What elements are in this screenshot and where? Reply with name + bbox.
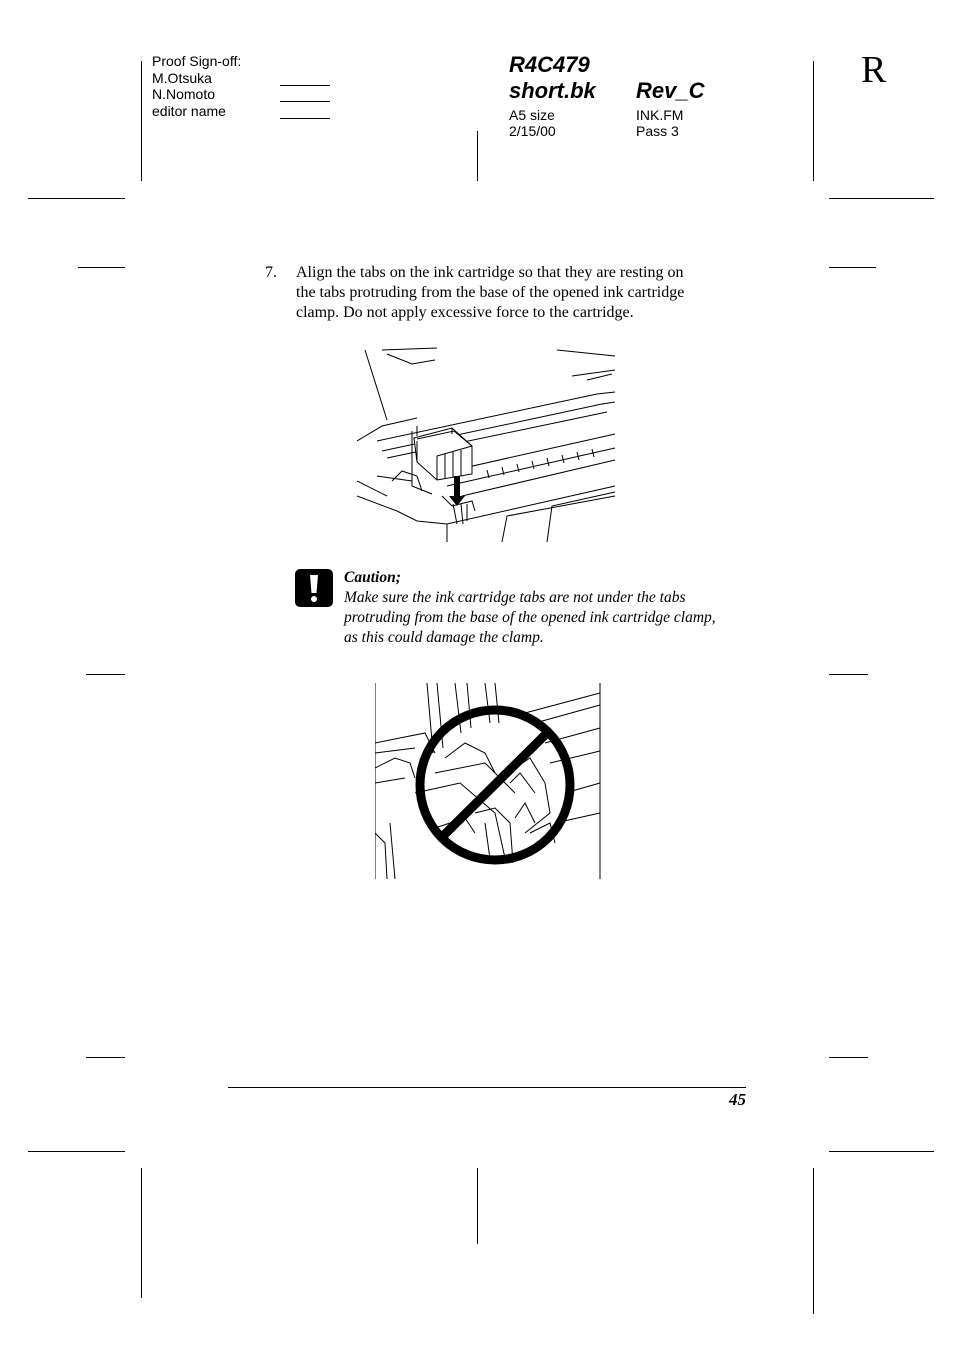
crop-mark-right-h-5 [829,1151,934,1152]
signoff-name-3: editor name [152,102,226,119]
paper-size: A5 size [509,107,555,123]
down-arrow-icon [449,476,465,506]
caution-title: Caution; [344,569,401,586]
step-line-2: the tabs protruding from the base of the opened ink cartridge [296,284,685,301]
signoff-block [152,53,241,119]
meta-left [509,107,556,139]
signoff-name-1: M.Otsuka [152,69,212,86]
crop-mark-right-v-bottom [813,1168,814,1314]
doc-code-line1: R4C479 [509,52,590,77]
crop-mark-right-h-1 [829,198,934,199]
crop-mark-center-v-bottom [477,1168,478,1244]
crop-mark-left-h-5 [28,1151,125,1152]
crop-mark-left-h-1 [28,198,125,199]
crop-mark-right-h-4 [829,1057,868,1058]
step-text [296,263,756,323]
page-number: 45 [729,1090,746,1109]
step-line-1: Align the tabs on the ink cartridge so that they are resting on [296,264,684,281]
signoff-name-2: N.Nomoto [152,86,216,102]
doc-code-line2: short.bk [509,78,596,103]
crop-mark-right-v-top [813,61,814,181]
footer-rule [228,1087,746,1088]
signoff-label: Proof Sign-off: [152,53,242,69]
file-name: INK.FM [636,107,684,123]
crop-mark-left-h-3 [86,674,125,675]
crop-mark-right-h-2 [829,267,876,268]
crop-mark-center-v-top [477,131,478,181]
doc-code [509,52,596,104]
step-line-3: clamp. Do not apply excessive force to the cartridge. [296,304,634,321]
crop-mark-left-h-2 [78,267,125,268]
crop-mark-left-h-4 [86,1057,125,1058]
caution-line-3: as this could damage the clamp. [344,629,544,646]
caution-block [344,568,764,648]
corner-letter: R [861,49,887,91]
caution-line-1: Make sure the ink cartridge tabs are not under the tabs [344,589,686,606]
illustration-incorrect-placement [375,683,601,879]
crop-mark-left-v-bottom [141,1168,142,1298]
meta-right [636,107,683,139]
step-number: 7. [265,264,277,281]
revision: Rev_C [636,78,705,103]
crop-mark-right-h-3 [829,674,868,675]
doc-date: 2/15/00 [509,123,556,139]
signoff-blank-2 [280,101,330,102]
signoff-blank-3 [280,118,330,119]
illustration-cartridge-insert [357,346,616,542]
pass-number: Pass 3 [636,123,679,139]
caution-line-2: protruding from the base of the opened ink cartridge clamp, [344,609,716,626]
signoff-blank-1 [280,85,330,86]
caution-icon [295,569,333,607]
crop-mark-left-v-top [141,61,142,181]
